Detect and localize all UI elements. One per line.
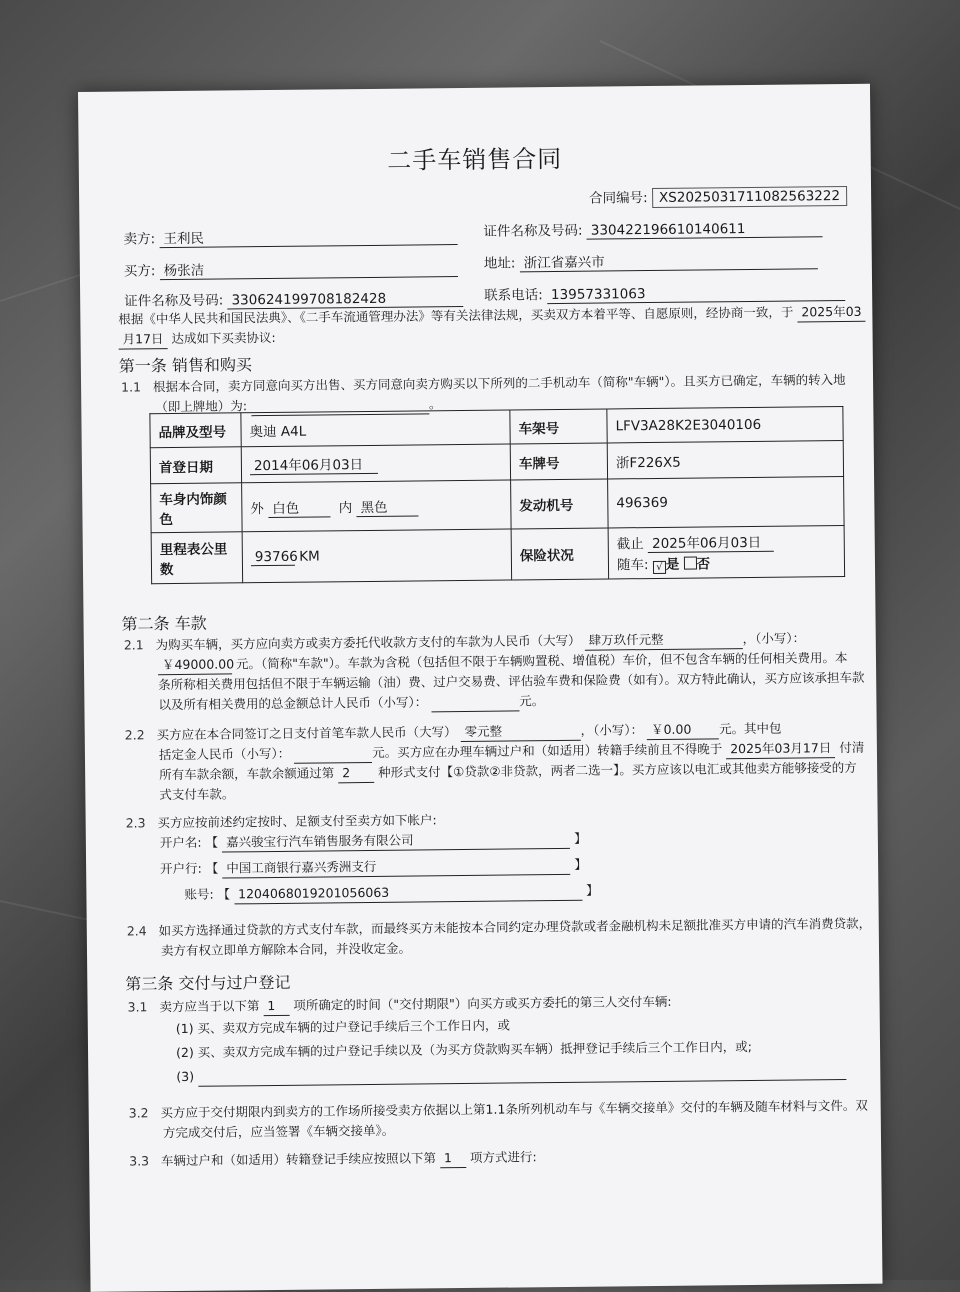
clause-3-2-line-2: 方完成交付后，应当签署《车辆交接单》。: [162, 1122, 395, 1141]
contract-number: 合同编号: XS2025031711082563222: [589, 184, 847, 207]
section-1-title: 第一条 销售和购买: [118, 355, 253, 376]
reg-date-label: 首登日期: [150, 447, 241, 484]
account-name-row: 开户名: 【 嘉兴骏宝行汽车销售服务有限公司 】: [160, 829, 587, 853]
clause-2-1: 2.1 为购买车辆，买方应向卖方或卖方委托代收款方支付的车款为人民币（大写） 肆万玖仟元整 ，（小写）：: [123, 630, 806, 653]
account-name: 嘉兴骏宝行汽车销售服务有限公司: [222, 829, 570, 853]
clause-2-2-line-3: 所有车款余额，车款余额通过第 2 种形式支付【①贷款②非贷款，两者二选一】。买方应该以电汇或其他卖方能够接受的方: [159, 759, 857, 783]
clause-2-4-line-2: 卖方有权立即单方解除本合同，并没收定金。: [160, 940, 412, 959]
contract-paper: [78, 84, 883, 1292]
buyer-name: 杨张洁: [160, 256, 458, 280]
brand-value: 奥迪 A4L: [241, 410, 510, 447]
reg-date-value: 2014年06月03日: [250, 453, 378, 475]
engine-label: 发动机号: [511, 479, 609, 529]
plate-label: 车牌号: [510, 443, 607, 480]
clause-3-2: 3.2 买方应于交付期限内到卖方的工作场所接受卖方依据以上第1.1条所列机动车与《车辆交接单》交付的车辆及随车材料与文件。双: [128, 1097, 868, 1121]
delivery-option-1: (1) 买、卖双方完成车辆的过户登记手续后三个工作日内，或: [175, 1017, 511, 1037]
clause-2-2: 2.2 买方应在本合同签订之日支付首笔车款人民币（大写） 零元整 ，（小写）： ￥0.00 元。其中包: [124, 720, 782, 743]
intro-line-1: 根据《中华人民共和国民法典》、《二手车流通管理办法》等有关法律法规，买卖双方本着平等、自愿原则，经协商一致，于 2025年03: [118, 302, 865, 330]
address-row: 地址: 浙江省嘉兴市: [484, 248, 818, 272]
color-cell: 外 白色 内 黑色: [242, 480, 511, 532]
reg-date-cell: [241, 444, 510, 483]
deposit-amount: [294, 743, 372, 764]
first-payment: ￥0.00: [647, 719, 719, 740]
checkbox-yes[interactable]: √: [653, 561, 666, 574]
delivery-option-3: (3): [176, 1060, 846, 1087]
mileage-cell: 93766 KM: [242, 529, 512, 583]
price-amount: ￥49000.00: [158, 654, 232, 675]
clause-1-1: 1.1 根据本合同，卖方同意向买方出售、买方同意向卖方购买以下所列的二手机动车（简称"车辆"）。且买方已确定，车辆的转入地: [121, 371, 846, 395]
buyer-id-row: 证件名称及号码: 330624199708182428: [124, 286, 464, 311]
payment-method: 2: [338, 763, 374, 783]
plate-value: 浙F226X5: [607, 441, 843, 479]
clause-2-1-line-4: 以及所有相关费用的总金额总计人民币（小写）： 元。: [158, 693, 545, 713]
bank-row: 开户行: 【 中国工商银行嘉兴秀洲支行 】: [160, 855, 587, 879]
engine-value: 496369: [608, 477, 845, 528]
clause-3-1: 3.1 卖方应当于以下第 1 项所确定的时间（"交付期限"）向买方或买方委托的第三人交付车辆:: [127, 993, 672, 1015]
exterior-color: 白色: [268, 496, 330, 518]
price-cn: 肆万玖仟元整: [584, 629, 742, 651]
seller-id: 330422196610140611: [587, 220, 823, 239]
contract-number-value: XS2025031711082563222: [652, 186, 847, 208]
insurance-cell: 截止 2025年06月03日 随车: √ 是 否: [608, 526, 845, 579]
intro-date: 2025年03: [797, 302, 865, 323]
page-title: 二手车销售合同: [387, 144, 563, 175]
section-3-title: 第三条 交付与过户登记: [125, 972, 291, 994]
clause-3-3: 3.3 车辆过户和（如适用）转籍登记手续应按照以下第 1 项方式进行:: [129, 1149, 537, 1169]
account-number: 1204068019201056063: [234, 881, 582, 905]
checkbox-no[interactable]: [684, 557, 697, 570]
section-2-title: 第二条 车款: [121, 613, 207, 634]
intro-line-2: 月17日 达成如下买卖协议:: [118, 328, 275, 350]
first-payment-cn: 零元整: [460, 721, 580, 742]
seller-name: 王利民: [159, 224, 457, 248]
transfer-choice: 1: [440, 1148, 466, 1168]
seller-id-row: 证件名称及号码: 330422196610140611: [483, 216, 823, 241]
account-number-row: 账号: 【 1204068019201056063 】: [184, 881, 598, 905]
buyer-row: 买方: 杨张洁: [124, 256, 458, 280]
total-amount: [431, 691, 519, 712]
color-label: 车身内饰颜色: [151, 483, 243, 533]
vehicle-table: [149, 406, 845, 584]
clause-1-1-cont: （即上牌地）为: 。: [155, 396, 442, 415]
clause-2-4: 2.4 如买方选择通过贷款的方式支付车款，而最终买方未能按本合同约定办理贷款或者金融机构未足额批准买方申请的汽车消费贷款，: [126, 915, 872, 939]
clause-2-1-line-2: ￥49000.00 元。（简称"车款"）。车款为含税（包括但不限于车辆购置税、增值税）车价，但不包含车辆的任何相关费用。本: [158, 648, 848, 675]
insurance-label: 保险状况: [511, 528, 609, 580]
phone: 13957331063: [547, 284, 845, 304]
seller-row: 卖方: 王利民: [123, 224, 457, 248]
payment-deadline: 2025年03月17日: [726, 738, 835, 759]
clause-2-3: 2.3 买方应按前述约定按时、足额支付至卖方如下帐户:: [125, 812, 437, 831]
vin-label: 车架号: [510, 409, 607, 444]
insurance-date: 2025年06月03日: [648, 531, 774, 553]
buyer-id: 330624199708182428: [227, 290, 463, 309]
clause-2-2-line-2: 括定金人民币（小写）： 元。买方应在办理车辆过户和（如适用）转籍手续前且不得晚于 2025年03月17日 付清: [158, 739, 865, 763]
mileage-value: 93766: [251, 548, 295, 565]
table-row: [151, 526, 844, 584]
clause-2-1-line-3: 条所称相关费用包括但不限于车辆运输（油）费、过户交易费、评估验车费和保险费（如有）。双方特此确认，买方应该承担车款: [158, 669, 865, 693]
delivery-choice: 1: [263, 996, 289, 1016]
phone-row: 联系电话: 13957331063: [484, 280, 845, 305]
vin-value: LFV3A28K2E3040106: [607, 407, 843, 443]
address: 浙江省嘉兴市: [520, 248, 818, 272]
table-row: [151, 477, 844, 533]
delivery-option-3-blank: [198, 1060, 846, 1087]
interior-color: 黑色: [356, 495, 418, 517]
delivery-option-2: (2) 买、卖双方完成车辆的过户登记手续以及（为买方贷款购买车辆）抵押登记手续后三个工作日内，或;: [175, 1038, 753, 1061]
brand-label: 品牌及型号: [150, 413, 241, 448]
clause-2-2-line-4: 式支付车款。: [159, 786, 235, 803]
mileage-label: 里程表公里数: [151, 532, 243, 584]
bank-name: 中国工商银行嘉兴秀洲支行: [222, 855, 570, 879]
